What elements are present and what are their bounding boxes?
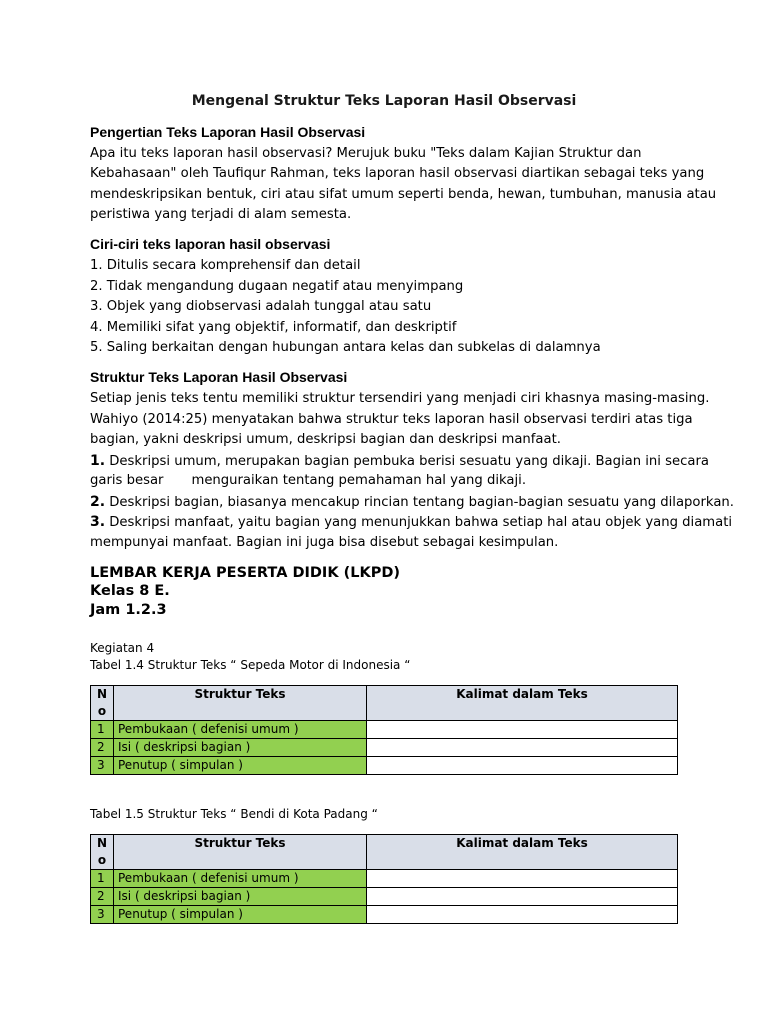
row-number: 2 bbox=[91, 739, 114, 757]
row-number: 1 bbox=[91, 870, 114, 888]
list-item: 4. Memiliki sifat yang objektif, informatif, dan deskriptif bbox=[90, 320, 457, 335]
page-title: Mengenal Struktur Teks Laporan Hasil Observasi bbox=[191, 93, 577, 109]
list-item: 1. Ditulis secara komprehensif dan detail bbox=[90, 258, 361, 273]
point-number: 1. bbox=[90, 453, 106, 469]
row-struktur: Pembukaan ( defenisi umum ) bbox=[114, 870, 367, 888]
structure-table-1 bbox=[90, 685, 678, 775]
paragraph-line: peristiwa yang terjadi di alam semesta. bbox=[90, 207, 352, 222]
point-number: 2. bbox=[90, 494, 106, 510]
row-struktur: Pembukaan ( defenisi umum ) bbox=[114, 721, 367, 739]
structure-point-1 bbox=[90, 451, 709, 472]
table-row bbox=[91, 757, 678, 775]
row-kalimat-cell[interactable] bbox=[367, 739, 678, 757]
point-text: Deskripsi umum, merupakan bagian pembuka berisi sesuatu yang dikaji. Bagian ini secara bbox=[109, 454, 709, 469]
table-row bbox=[91, 721, 678, 739]
row-struktur: Isi ( deskripsi bagian ) bbox=[114, 739, 367, 757]
row-struktur: Penutup ( simpulan ) bbox=[114, 906, 367, 924]
paragraph-line: bagian, yakni deskripsi umum, deskripsi bagian dan deskripsi manfaat. bbox=[90, 432, 561, 447]
lkpd-class: Kelas 8 E. bbox=[90, 583, 170, 599]
structure-point-3 bbox=[90, 512, 732, 533]
section-heading-pengertian: Pengertian Teks Laporan Hasil Observasi bbox=[90, 124, 366, 140]
paragraph-line: Wahiyo (2014:25) menyatakan bahwa struktur teks laporan hasil observasi terdiri atas tiga bbox=[90, 412, 693, 427]
table-header-row bbox=[91, 686, 678, 721]
section-heading-struktur: Struktur Teks Laporan Hasil Observasi bbox=[90, 369, 348, 385]
table-row bbox=[91, 739, 678, 757]
structure-point-3-cont: mempunyai manfaat. Bagian ini juga bisa disebut sebagai kesimpulan. bbox=[90, 535, 559, 550]
paragraph-line: Apa itu teks laporan hasil observasi? Merujuk buku "Teks dalam Kajian Struktur dan bbox=[90, 146, 642, 161]
row-number: 1 bbox=[91, 721, 114, 739]
header-kalimat: Kalimat dalam Teks bbox=[367, 686, 678, 721]
row-number: 3 bbox=[91, 757, 114, 775]
row-kalimat-cell[interactable] bbox=[367, 870, 678, 888]
point-number: 3. bbox=[90, 514, 106, 530]
point-text: Deskripsi bagian, biasanya mencakup rincian tentang bagian-bagian sesuatu yang dilaporkan. bbox=[109, 495, 734, 510]
kegiatan-label: Kegiatan 4 bbox=[90, 641, 155, 655]
table-row bbox=[91, 888, 678, 906]
list-item: 2. Tidak mengandung dugaan negatif atau menyimpang bbox=[90, 279, 464, 294]
row-number: 3 bbox=[91, 906, 114, 924]
header-kalimat: Kalimat dalam Teks bbox=[367, 835, 678, 870]
row-kalimat-cell[interactable] bbox=[367, 888, 678, 906]
header-no: N o bbox=[91, 835, 114, 870]
lkpd-hour: Jam 1.2.3 bbox=[90, 602, 167, 618]
header-no: N o bbox=[91, 686, 114, 721]
row-struktur: Penutup ( simpulan ) bbox=[114, 757, 367, 775]
header-struktur: Struktur Teks bbox=[114, 686, 367, 721]
paragraph-line: Kebahasaan" oleh Taufiqur Rahman, teks laporan hasil observasi diartikan sebagai teks yang bbox=[90, 166, 705, 181]
structure-table-2 bbox=[90, 834, 678, 924]
row-struktur: Isi ( deskripsi bagian ) bbox=[114, 888, 367, 906]
point-text: Deskripsi manfaat, yaitu bagian yang menunjukkan bahwa setiap hal atau objek yang diamati bbox=[109, 515, 733, 530]
list-item: 5. Saling berkaitan dengan hubungan antara kelas dan subkelas di dalamnya bbox=[90, 340, 601, 355]
point-text: menguraikan tentang pemahaman hal yang dikaji. bbox=[191, 473, 527, 488]
paragraph-line: Setiap jenis teks tentu memiliki struktur tersendiri yang menjadi ciri khasnya masing-masing. bbox=[90, 391, 710, 406]
header-struktur: Struktur Teks bbox=[114, 835, 367, 870]
structure-point-2 bbox=[90, 492, 734, 513]
point-text: garis besar bbox=[90, 473, 164, 488]
row-kalimat-cell[interactable] bbox=[367, 721, 678, 739]
paragraph-line: mendeskripsikan bentuk, ciri atau sifat umum seperti benda, hewan, tumbuhan, manusia atau bbox=[90, 187, 717, 202]
table-row bbox=[91, 870, 678, 888]
table-header-row bbox=[91, 835, 678, 870]
row-kalimat-cell[interactable] bbox=[367, 757, 678, 775]
row-kalimat-cell[interactable] bbox=[367, 906, 678, 924]
row-number: 2 bbox=[91, 888, 114, 906]
lkpd-title: LEMBAR KERJA PESERTA DIDIK (LKPD) bbox=[90, 565, 401, 581]
list-item: 3. Objek yang diobservasi adalah tunggal atau satu bbox=[90, 299, 432, 314]
table-caption: Tabel 1.4 Struktur Teks “ Sepeda Motor di Indonesia “ bbox=[90, 658, 411, 672]
table-row bbox=[91, 906, 678, 924]
section-heading-ciri-ciri: Ciri-ciri teks laporan hasil observasi bbox=[90, 236, 331, 252]
table-caption: Tabel 1.5 Struktur Teks “ Bendi di Kota Padang “ bbox=[90, 807, 378, 821]
structure-point-1-cont bbox=[90, 471, 526, 491]
